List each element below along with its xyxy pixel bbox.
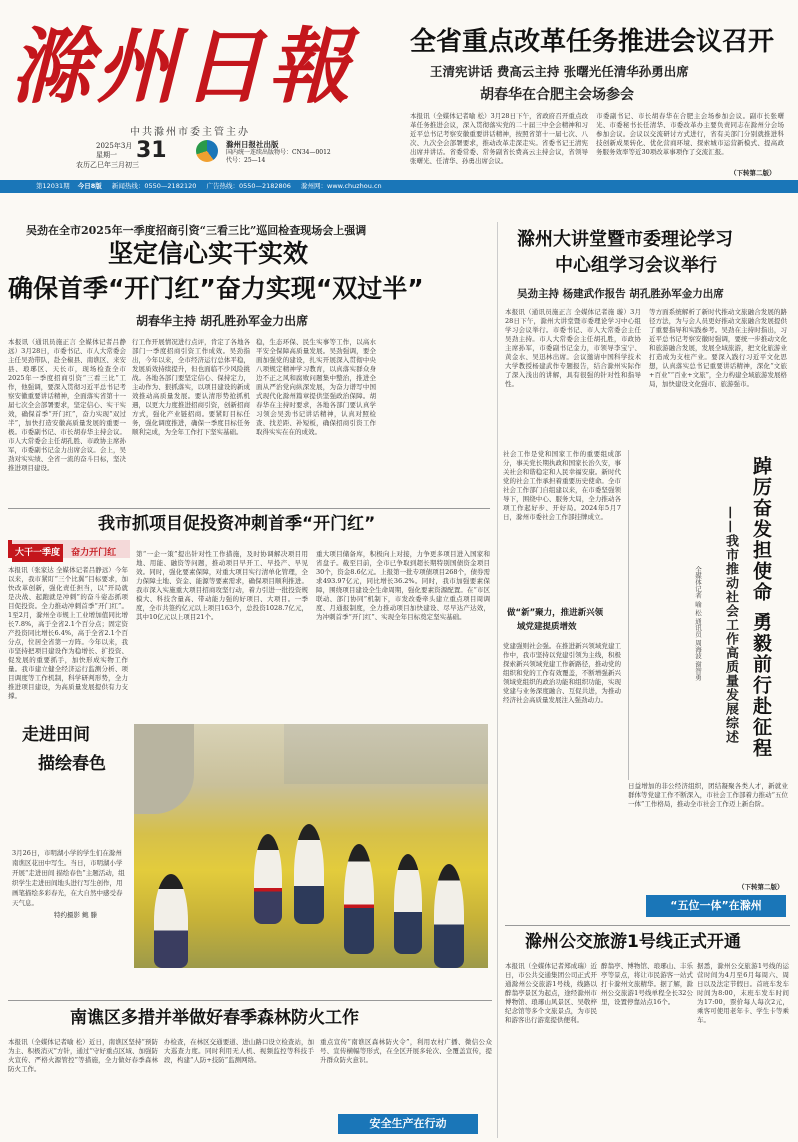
main-story (8, 222, 493, 472)
project-story-col-2: 第“一企一策”提出针对性工作措施，及时协调解决项目用地、用能、融资等问题，推动项目早开工、早投产、早见效。同时，强化要素保障，对重大项目实行清单化管理，全力保障土地、资金、能源等要素需求，确保项目顺利推进。我市深入实施重大项目招商攻坚行动，着力引进一批投资规模大、科技含量高、带动能力强的好项目、大项目。一季度，全市共签约亿元以上项目163个，总投资1028.7亿元，其中10亿元以上项目21个。 (136, 550, 308, 621)
top-story-subtitle: 王清宪讲话 费高云主持 张曙光任清华孙勇出席 (430, 64, 689, 79)
five-in-one-banner (646, 895, 786, 917)
main-story-kicker: 吴劲在全市2025年一季度招商引资“三看三比”巡回检查现场会上强调 (26, 224, 367, 237)
photo-credit: 特约摄影 鲍 滕 (54, 911, 98, 919)
ad-hotline: 广告热线：0550—2182806 (206, 182, 291, 190)
newspaper-logo: 滁州日報 (10, 19, 354, 115)
child-figure (344, 844, 374, 954)
social-work-column (503, 450, 623, 940)
serial-number: 国内统一连续出版物号：CN34—0012 (226, 149, 331, 156)
column-rule (497, 222, 498, 1138)
tourism-story-title: 滁州公交旅游1号线正式开通 (525, 932, 741, 952)
publisher-name: 滁州日报社出版 (226, 140, 279, 149)
main-story-title-1: 坚定信心实干实效 (108, 239, 309, 268)
project-story-col-1: 本报讯（张家达 全媒体记者吕静远）今年以来，我市紧盯“三个比翼”目标要求，加快改革创新，强化责任担当，以“开局就是决战、起跑就是冲刺”的奋斗姿态抓项目促投资。全力推动冲刺首季“开门红”。1至2月，滁州全市规上工业增加值同比增长7.8%，高于全省2.1个百分点；固定资产投资同比增长6.4%，高于全省2.1个百分点，位居全省第一方阵。今年以来，我市坚持把项目建设作为稳增长、扩投资、促发展的重要抓手，加快形成实物工作量。我市建立健全经济运行监测分析、项目调度等工作机制，科学研判形势，全力推进项目建设，为高质量发展提供有力支撑。 (8, 566, 128, 700)
section-divider (8, 508, 490, 509)
tag-part-2: 奋力开门红 (71, 548, 117, 558)
commentary-subtitle: ——我市推动社会工作高质量发展综述 (723, 506, 738, 744)
forest-divider (8, 1000, 492, 1001)
forest-story-title: 南谯区多措并举做好春季森林防火工作 (70, 1008, 359, 1028)
commentary-rule (628, 450, 629, 780)
tourism-story-col-3: 据悉，滁州公交旅游1号线的运营时间为4月至6月每周六、周日以及法定节假日。首班车发车时间为8:00，末班车发车时间为17:00，票价每人每次2元，乘客可使用老年卡、学生卡等乘车。 (697, 962, 789, 1024)
five-in-one-label: “五位一体”在滁州 (670, 899, 762, 912)
child-figure (254, 834, 282, 924)
commentary (628, 450, 790, 890)
page-count: 今日8版 (77, 182, 102, 190)
child-figure (154, 874, 188, 968)
date-block (14, 138, 174, 168)
main-story-col-4 (382, 338, 492, 426)
date-day: 31 (136, 138, 167, 163)
social-work-col-1: 社会工作是党和国家工作的重要组成部分，事关党长期执政和国家长治久安，事关社会和谐稳定和人民幸福安康。新时代党的社会工作承担着重要历史使命。全市社会工作部门自组建以来，在市委坚强领导下，围绕中心、服务大局，全力推动各项工作起好步、开好局。2024年5月7日，滁州市委社会工作部挂牌成立。 (503, 450, 621, 521)
theory-story-byline: 吴劲主持 杨建武作报告 胡孔胜孙军金力出席 (517, 288, 724, 300)
date-lunar: 农历乙巳年三月初三 (76, 161, 139, 169)
photo-caption: 3月26日，市明湖小学的学生们在滁州南谯区花田中写生。当日，市明湖小学开展“走进田间 描绘春色”主题活动，组织学生走进田间地头进行写生创作，用画笔描绘多彩春光，在大自然中感受春天气息。 (12, 849, 125, 907)
photo-title-block (8, 720, 138, 774)
theory-story-col-2: 等方面系统解析了新时代推动文旅融合发展的路径方法，为与会人员更好推动文旅融合发展提供了重要指导和实践参考。吴劲在主持时指出，习近平总书记考察安徽时强调，要统一步推动文化和旅游融合发展，发展全域旅游，把文化旅游业打造成为支柱产业。要深入践行习近平文化思想，认真落实总书记重要讲话精神，深化“文旅+百业”“百业+文旅”，全力构建全域旅游发展格局，加快建设文化强市、旅游强市。 (649, 308, 787, 388)
photo-trees-top (284, 724, 488, 784)
safety-banner (338, 1114, 478, 1134)
publisher-block (226, 141, 376, 165)
project-story-title: 我市抓项目促投资冲刺首季“开门红” (98, 514, 376, 534)
commentary-byline: 全媒体记者 喻 松 通讯员 周海波 谢智勇 (694, 566, 702, 681)
new-industry-title-1: 做“新”聚力，推进新兴领 (507, 608, 604, 618)
forest-story (8, 1006, 492, 1138)
masthead (0, 0, 410, 169)
photo-tree-left (134, 724, 194, 814)
spring-field-photo (134, 724, 488, 968)
commentary-col-2: 日益增加的非公经济组织，团结凝聚各类人才，新就业群体等党建工作不断深入，市社会工作部着力推动“五位一体”工作格局，推动全市社会工作迈上新台阶。 (628, 782, 788, 808)
tourism-story-col-1: 本报讯（全媒体记者郑成瑞）近日，市公共交通集团公司正式开通滁州公交旅游1号线，线路以醉翁亭景区为起点，途经滁州市博物馆、琅琊山风景区、吴敬梓纪念馆等多个文旅景点，为市民和游客出行游览提供便利。 (505, 962, 597, 1024)
commentary-continued: （下转第二版） (738, 883, 784, 891)
theory-story (505, 228, 790, 438)
commentary-title: 踔厉奋发担使命 勇毅前行赴征程 (750, 456, 772, 759)
main-story-byline: 胡春华主持 胡孔胜孙军金力出席 (136, 314, 309, 328)
new-industry-title-2: 域党建提质增效 (517, 622, 577, 632)
postal-code: 代号：25—14 (226, 157, 266, 164)
tourism-story-col-2: 醉翁亭、博物馆、琅琊山、丰乐亭等景点，将让市民游客一站式打卡滁州文旅精华。据了解，滁州公交旅游1号线单程全长32公里，设置停靠站点16个。 (601, 962, 693, 1006)
main-story-col-2: 行工作开展情况进行点评，肯定了各地各部门一季度招商引资工作成效。吴劲指出，今年以来，全市经济运行总体平稳，发展质效持续提升，但也面临不少风险挑战。各地各部门要坚定信心、保持定力，主动作为、狠抓落实，以项目建设的新成效推动高质量发展。要认清形势抢抓机遇，以更大力度推进招商引资，创新招商方式，强化产业链招商。要紧盯目标任务，强化调度推进，确保一季度目标任务顺利完成，为全年工作打下坚实基础。 (132, 338, 250, 436)
forest-story-col-3: 重点宣传“南谯区森林防火令”，利用农村广播、微信公众号、宣传横幅等形式，在全区开展多轮次、全覆盖宣传，提升群众防火意识。 (320, 1038, 492, 1064)
tag-part-1: 大干一季度 (12, 544, 63, 562)
top-story (410, 18, 790, 176)
news-hotline: 新闻热线：0550—2182120 (111, 182, 197, 190)
project-story (8, 514, 491, 700)
child-figure (434, 864, 464, 968)
main-story-col-1: 本报讯（通讯员施正言 全媒体记者吕静远）3月28日，市委书记、市人大常委会主任吴劲带队，赴全椒县、南谯区、来安县、琅琊区、天长市，现场检查全市2025年一季度招商引资“三看三比”工作，他强调，要深入贯彻习近平总书记考察安徽重要讲话精神，全面落实省第十一届七次全会部署要求，坚定信心、实干实效，确保首季“开门红”，奋力实现“双过半”，加快打造安徽高质量发展的重要一极。市委副书记、市长胡春华主持会议。市人大常委会主任胡孔胜、市政协主席孙军，市委副书记金力出席会议。会上，吴劲对实实绩、全省一流的奋斗目标，坚决推进项目建设。 (8, 338, 126, 472)
forest-story-col-2: 办检查，在林区交通要道、进山路口设立检查站，加大巡查力度。同时利用无人机、视频监控等科技手段，构建“人防+技防”监测网络。 (164, 1038, 314, 1064)
masthead-subtitle: 中共滁州市委主管主办 (130, 127, 250, 138)
top-story-body-left: 本报讯（全媒体记者喻 松）3月28日下午，省政府召开重点改革任务推进会议，深入贯彻落实党的二十届三中全会精神和习近平总书记考察安徽重要讲话精神，按照省第十一届七次、八次、九次全会部署要求，推动改革走深走实。省委书记王清宪出席并讲话。省委常委、常务副省长费高云主持会议，省领导张曙光、任清华、孙勇出席会议。 (410, 112, 588, 165)
info-bar (30, 180, 392, 193)
newspaper-emblem (196, 140, 218, 162)
photo-title-2: 描绘春色 (38, 754, 106, 774)
top-story-subtitle-2: 胡春华在合肥主会场参会 (480, 87, 634, 103)
child-figure (294, 824, 324, 924)
new-industry-title (507, 606, 623, 634)
top-story-title: 全省重点改革任务推进会议召开 (410, 27, 775, 57)
info-bar-tail (392, 180, 798, 193)
theory-story-title-1: 滁州大讲堂暨市委理论学习 (517, 229, 733, 250)
tourism-story (505, 930, 790, 1138)
top-story-continued: （下转第二版） (730, 169, 776, 177)
forest-story-col-1: 本报讯（全媒体记者喻 松）近日，南谯区坚持“预防为主、积极消灭”方针，通过“守好重点区域、加强防火宣传、严格火源管控”等措施，全力做好春季森林防火工作。 (8, 1038, 158, 1073)
child-figure (394, 854, 422, 954)
new-industry-col-2: 党建强则社会强。在推进新兴领域党建工作中，我市坚持以党建引领为主线，积极探索新兴领域党建工作新路径，推动党的组织和党的工作有效覆盖，不断增强新兴领域党组织的政治功能和组织功能，实现党建与业务深度融合、互促共进，为推动经济社会高质量发展注入强劲动力。 (503, 642, 621, 704)
photo-title-1: 走进田间 (22, 725, 90, 745)
project-story-col-3: 重大项目储备库，积极向上对接，力争更多项目进入国家和省盘子。截至目前，全市已争取到超长期特别国债资金项目30个，资金8.6亿元。上报第一批专项债项目268个，债券需求493.97亿元，同比增长36.2%。同时，我市加强要素保障，围绕项目建设全生命周期，强化要素资源配置。在“市区联动、部门协同”机制下，市发改委牵头建立重点项目周调度、月通报制度，全力推动项目加快建设、尽早达产达效，为冲刺首季“开门红”、实现全年目标奠定坚实基础。 (316, 550, 491, 621)
theory-story-title-2: 中心组学习会议举行 (555, 255, 717, 276)
theory-story-col-1: 本报讯（通讯员施正言 全媒体记者施 璇）3月28日下午，滁州大讲堂暨市委理论学习中心组学习会议举行。市委书记、市人大常委会主任吴劲主持。市人大常委会主任胡孔胜，市政协主席孙军，市委副书记金力，市领导李宝宁、黄金水、吴迅林出席。会议邀请中国科学技术大学教授杨建武作专题报告，结合滁州实际作了深入浅出的讲解，具有很强的针对性和指导性。 (505, 308, 641, 388)
website-link[interactable]: 滁州网：www.chuzhou.cn (301, 182, 382, 190)
date-year-month: 2025年3月 (96, 142, 133, 150)
main-story-col-3: 稳，生态环保、民生实事等工作，以高水平安全保障高质量发展。吴劲强调，要全面加强党的建设，扎实开展深入贯彻中央八项规定精神学习教育，以真落实群众身边不正之风和腐败问题集中整治，推进全面从严治党向纵深发展，为奋力谱写中国式现代化滁州篇章提供坚强政治保障。胡春华在主持时要求，各地各部门要认真学习领会吴劲书记讲话精神，认真对照检查、找差距、补短板，确保招商引资工作取得实实在在的成效。 (256, 338, 376, 436)
date-day-of-week: 星期一 (96, 151, 117, 159)
safety-banner-label: 安全生产在行动 (369, 1117, 447, 1130)
photo-feature (8, 698, 490, 970)
issue-number: 第12031期 (36, 182, 70, 190)
tourism-divider (505, 925, 790, 926)
main-story-title-2: 确保首季“开门红”奋力实现“双过半” (8, 274, 424, 303)
project-story-tag (8, 540, 130, 558)
top-story-body-right: 市委副书记、市长胡春华在合肥主会场参加会议。副市长张曙光、市委秘书长任清华、市委改革办主要负责同志在滁州分会场参加会议。会议以交流研讨方式进行，省有关部门分别就推进科技创新成果转化、优化营商环境、探索城市运营新模式、提高政务服务效率等近30项改革事项作了交流汇报。 (596, 112, 784, 156)
info-bar-left-accent (0, 180, 30, 193)
